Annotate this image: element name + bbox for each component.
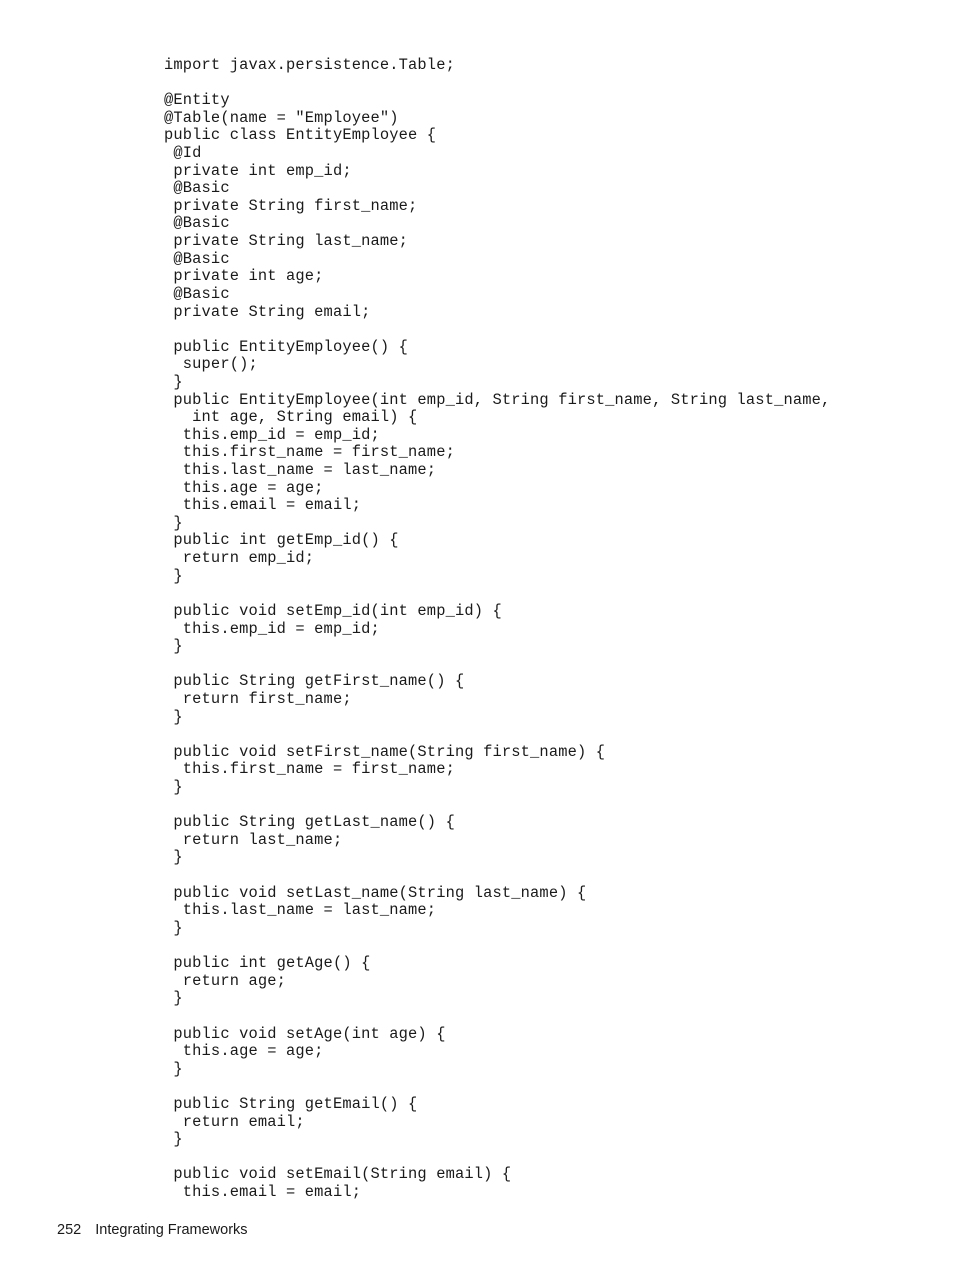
code-line: this.first_name = first_name; bbox=[164, 760, 455, 779]
code-line bbox=[164, 321, 924, 339]
code-line: } bbox=[164, 848, 183, 867]
code-line bbox=[164, 1008, 924, 1026]
code-line: public int getAge() { bbox=[164, 954, 371, 973]
code-line: } bbox=[164, 989, 183, 1008]
code-line: return age; bbox=[164, 971, 287, 990]
code-line: public String getFirst_name() { bbox=[164, 672, 465, 691]
code-line: } bbox=[164, 566, 183, 585]
code-line: @Basic bbox=[164, 249, 230, 268]
code-line: this.emp_id = emp_id; bbox=[164, 425, 380, 444]
page-footer bbox=[57, 1222, 248, 1238]
code-line: } bbox=[164, 513, 183, 532]
code-line: } bbox=[164, 637, 183, 656]
code-line bbox=[164, 937, 924, 955]
code-line: return email; bbox=[164, 1112, 305, 1131]
code-line: public void setEmp_id(int emp_id) { bbox=[164, 601, 502, 620]
code-line: return emp_id; bbox=[164, 549, 315, 568]
code-line: } bbox=[164, 918, 183, 937]
code-line: this.first_name = first_name; bbox=[164, 443, 455, 462]
code-line: } bbox=[164, 707, 183, 726]
code-line bbox=[164, 726, 924, 744]
code-line: @Id bbox=[164, 144, 202, 163]
code-line: this.last_name = last_name; bbox=[164, 461, 437, 480]
section-title: Integrating Frameworks bbox=[95, 1222, 248, 1238]
code-line bbox=[164, 867, 924, 885]
code-line: this.age = age; bbox=[164, 478, 324, 497]
code-line: private String last_name; bbox=[164, 232, 409, 251]
code-line: public class EntityEmployee { bbox=[164, 126, 437, 145]
code-line: public String getEmail() { bbox=[164, 1094, 418, 1113]
code-line: return first_name; bbox=[164, 689, 352, 708]
code-line: public EntityEmployee() { bbox=[164, 337, 409, 356]
code-line: this.last_name = last_name; bbox=[164, 901, 437, 920]
code-line: } bbox=[164, 1059, 183, 1078]
code-line: } bbox=[164, 372, 183, 391]
code-line: } bbox=[164, 777, 183, 796]
code-line: @Basic bbox=[164, 179, 230, 198]
code-line bbox=[164, 585, 924, 603]
code-line: super(); bbox=[164, 355, 258, 374]
code-line: @Entity bbox=[164, 91, 230, 110]
code-line: public void setLast_name(String last_name) { bbox=[164, 883, 587, 902]
code-line bbox=[164, 1078, 924, 1096]
code-line: private String first_name; bbox=[164, 196, 418, 215]
code-line: public String getLast_name() { bbox=[164, 813, 455, 832]
code-line: private int age; bbox=[164, 267, 324, 286]
code-line: @Table(name = "Employee") bbox=[164, 108, 399, 127]
code-line: return last_name; bbox=[164, 830, 343, 849]
code-line: public void setFirst_name(String first_name) { bbox=[164, 742, 606, 761]
code-line bbox=[164, 797, 924, 815]
code-line bbox=[164, 75, 924, 93]
page-number: 252 bbox=[57, 1222, 82, 1238]
code-line: this.email = email; bbox=[164, 496, 362, 515]
code-line: this.age = age; bbox=[164, 1042, 324, 1061]
code-line: this.emp_id = emp_id; bbox=[164, 619, 380, 638]
code-line: @Basic bbox=[164, 284, 230, 303]
code-line: public void setAge(int age) { bbox=[164, 1024, 446, 1043]
code-line: @Basic bbox=[164, 214, 230, 233]
code-line: this.email = email; bbox=[164, 1183, 362, 1201]
code-listing bbox=[164, 57, 924, 1202]
code-line: } bbox=[164, 1130, 183, 1149]
code-line: public EntityEmployee(int emp_id, String first_name, String last_name, bbox=[164, 390, 831, 409]
code-line: private String email; bbox=[164, 302, 371, 321]
code-line: import javax.persistence.Table; bbox=[164, 56, 455, 74]
code-line: private int emp_id; bbox=[164, 161, 352, 180]
code-line bbox=[164, 656, 924, 674]
code-line bbox=[164, 1149, 924, 1167]
code-line: int age, String email) { bbox=[164, 408, 418, 427]
code-line: public void setEmail(String email) { bbox=[164, 1165, 512, 1184]
code-line: public int getEmp_id() { bbox=[164, 531, 399, 550]
